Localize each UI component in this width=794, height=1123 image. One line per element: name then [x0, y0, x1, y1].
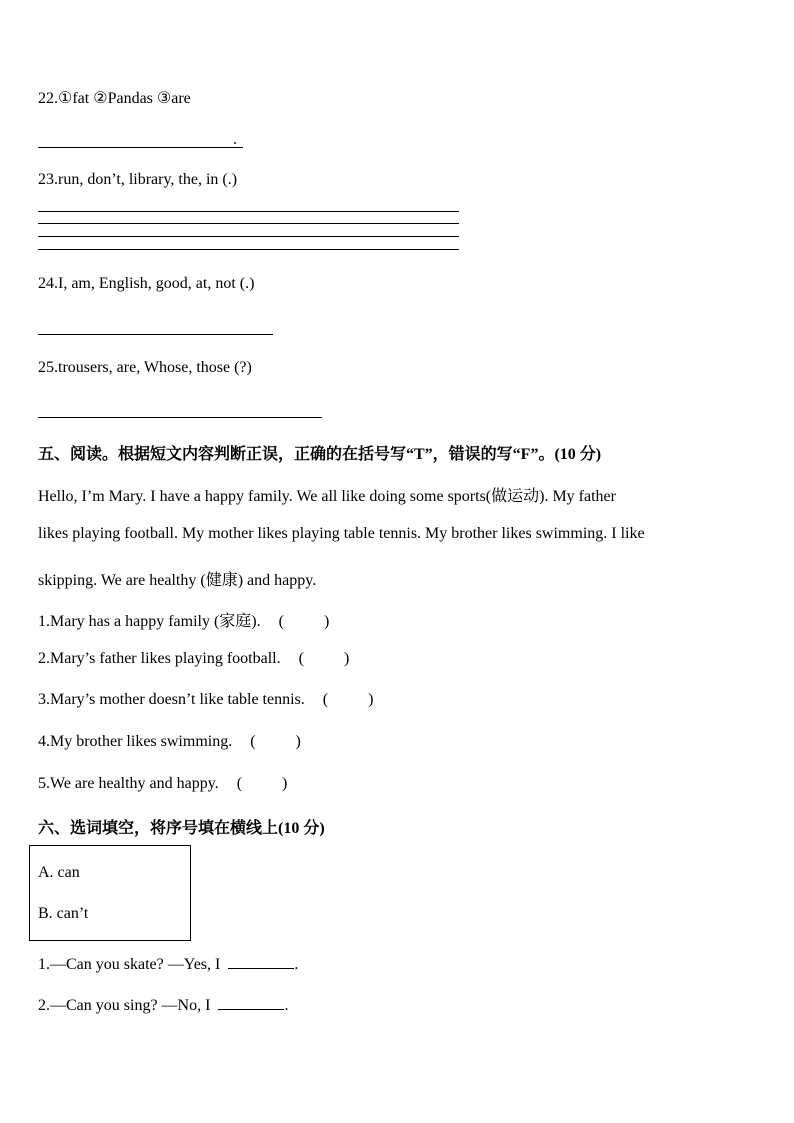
answer-line-23a[interactable] — [38, 211, 459, 212]
fill-item-2-period: . — [284, 997, 289, 1014]
answer-line-23b[interactable] — [38, 223, 459, 224]
question-25-prompt: 25.trousers, are, Whose, those (?) — [38, 359, 252, 376]
question-22-prompt: 22.①fat ②Pandas ③are — [38, 90, 191, 107]
tf-item-4 — [38, 733, 301, 751]
tf-item-2-text: 2.Mary’s father likes playing football. — [38, 650, 281, 667]
passage-line-1: Hello, I’m Mary. I have a happy family. We all like doing some sports(做运动). My father — [38, 488, 616, 505]
tf-item-5-text: 5.We are healthy and happy. — [38, 775, 219, 792]
word-bank-option-a: A. can — [38, 864, 80, 881]
question-23-prompt: 23.run, don’t, library, the, in (.) — [38, 171, 238, 188]
tf-item-2 — [38, 650, 349, 668]
answer-line-24[interactable] — [38, 334, 273, 335]
fill-item-2-blank[interactable] — [218, 995, 284, 1010]
fill-item-1-period: . — [294, 956, 299, 973]
fill-item-1-blank[interactable] — [228, 954, 294, 969]
fill-item-2-text: 2.—Can you sing? —No, I — [38, 997, 211, 1014]
tf-item-3-answer-brackets[interactable]: ( ) — [322, 691, 374, 708]
tf-item-4-text: 4.My brother likes swimming. — [38, 733, 233, 750]
tf-item-2-answer-brackets[interactable]: ( ) — [298, 650, 350, 667]
tf-item-5-answer-brackets[interactable]: ( ) — [236, 775, 288, 792]
tf-item-5 — [38, 775, 287, 793]
answer-period-22: . — [233, 131, 237, 148]
tf-item-3 — [38, 691, 373, 709]
fill-item-1 — [38, 954, 298, 974]
answer-line-25[interactable] — [38, 417, 322, 418]
tf-item-1-text: 1.Mary has a happy family (家庭). — [38, 613, 261, 630]
answer-line-23c[interactable] — [38, 236, 459, 237]
section-5-title: 五、阅读。根据短文内容判断正误，正确的在括号写“T”，错误的写“F”。(10 分) — [38, 446, 602, 463]
word-bank-option-b: B. can’t — [38, 905, 89, 922]
answer-line-22[interactable] — [38, 147, 243, 148]
tf-item-1 — [38, 608, 329, 631]
passage-line-2: likes playing football. My mother likes playing table tennis. My brother likes swimming. I like — [38, 525, 645, 542]
answer-line-23d[interactable] — [38, 249, 459, 250]
question-24-prompt: 24.I, am, English, good, at, not (.) — [38, 275, 255, 292]
word-bank-box — [29, 845, 191, 941]
tf-item-3-text: 3.Mary’s mother doesn’t like table tennis. — [38, 691, 305, 708]
tf-item-4-answer-brackets[interactable]: ( ) — [250, 733, 301, 750]
fill-item-2 — [38, 995, 288, 1015]
tf-item-1-answer-brackets[interactable]: ( ) — [278, 613, 330, 630]
passage-line-3: skipping. We are healthy (健康) and happy. — [38, 572, 317, 589]
section-6-title: 六、选词填空，将序号填在横线上(10 分) — [38, 820, 325, 837]
fill-item-1-text: 1.—Can you skate? —Yes, I — [38, 956, 221, 973]
